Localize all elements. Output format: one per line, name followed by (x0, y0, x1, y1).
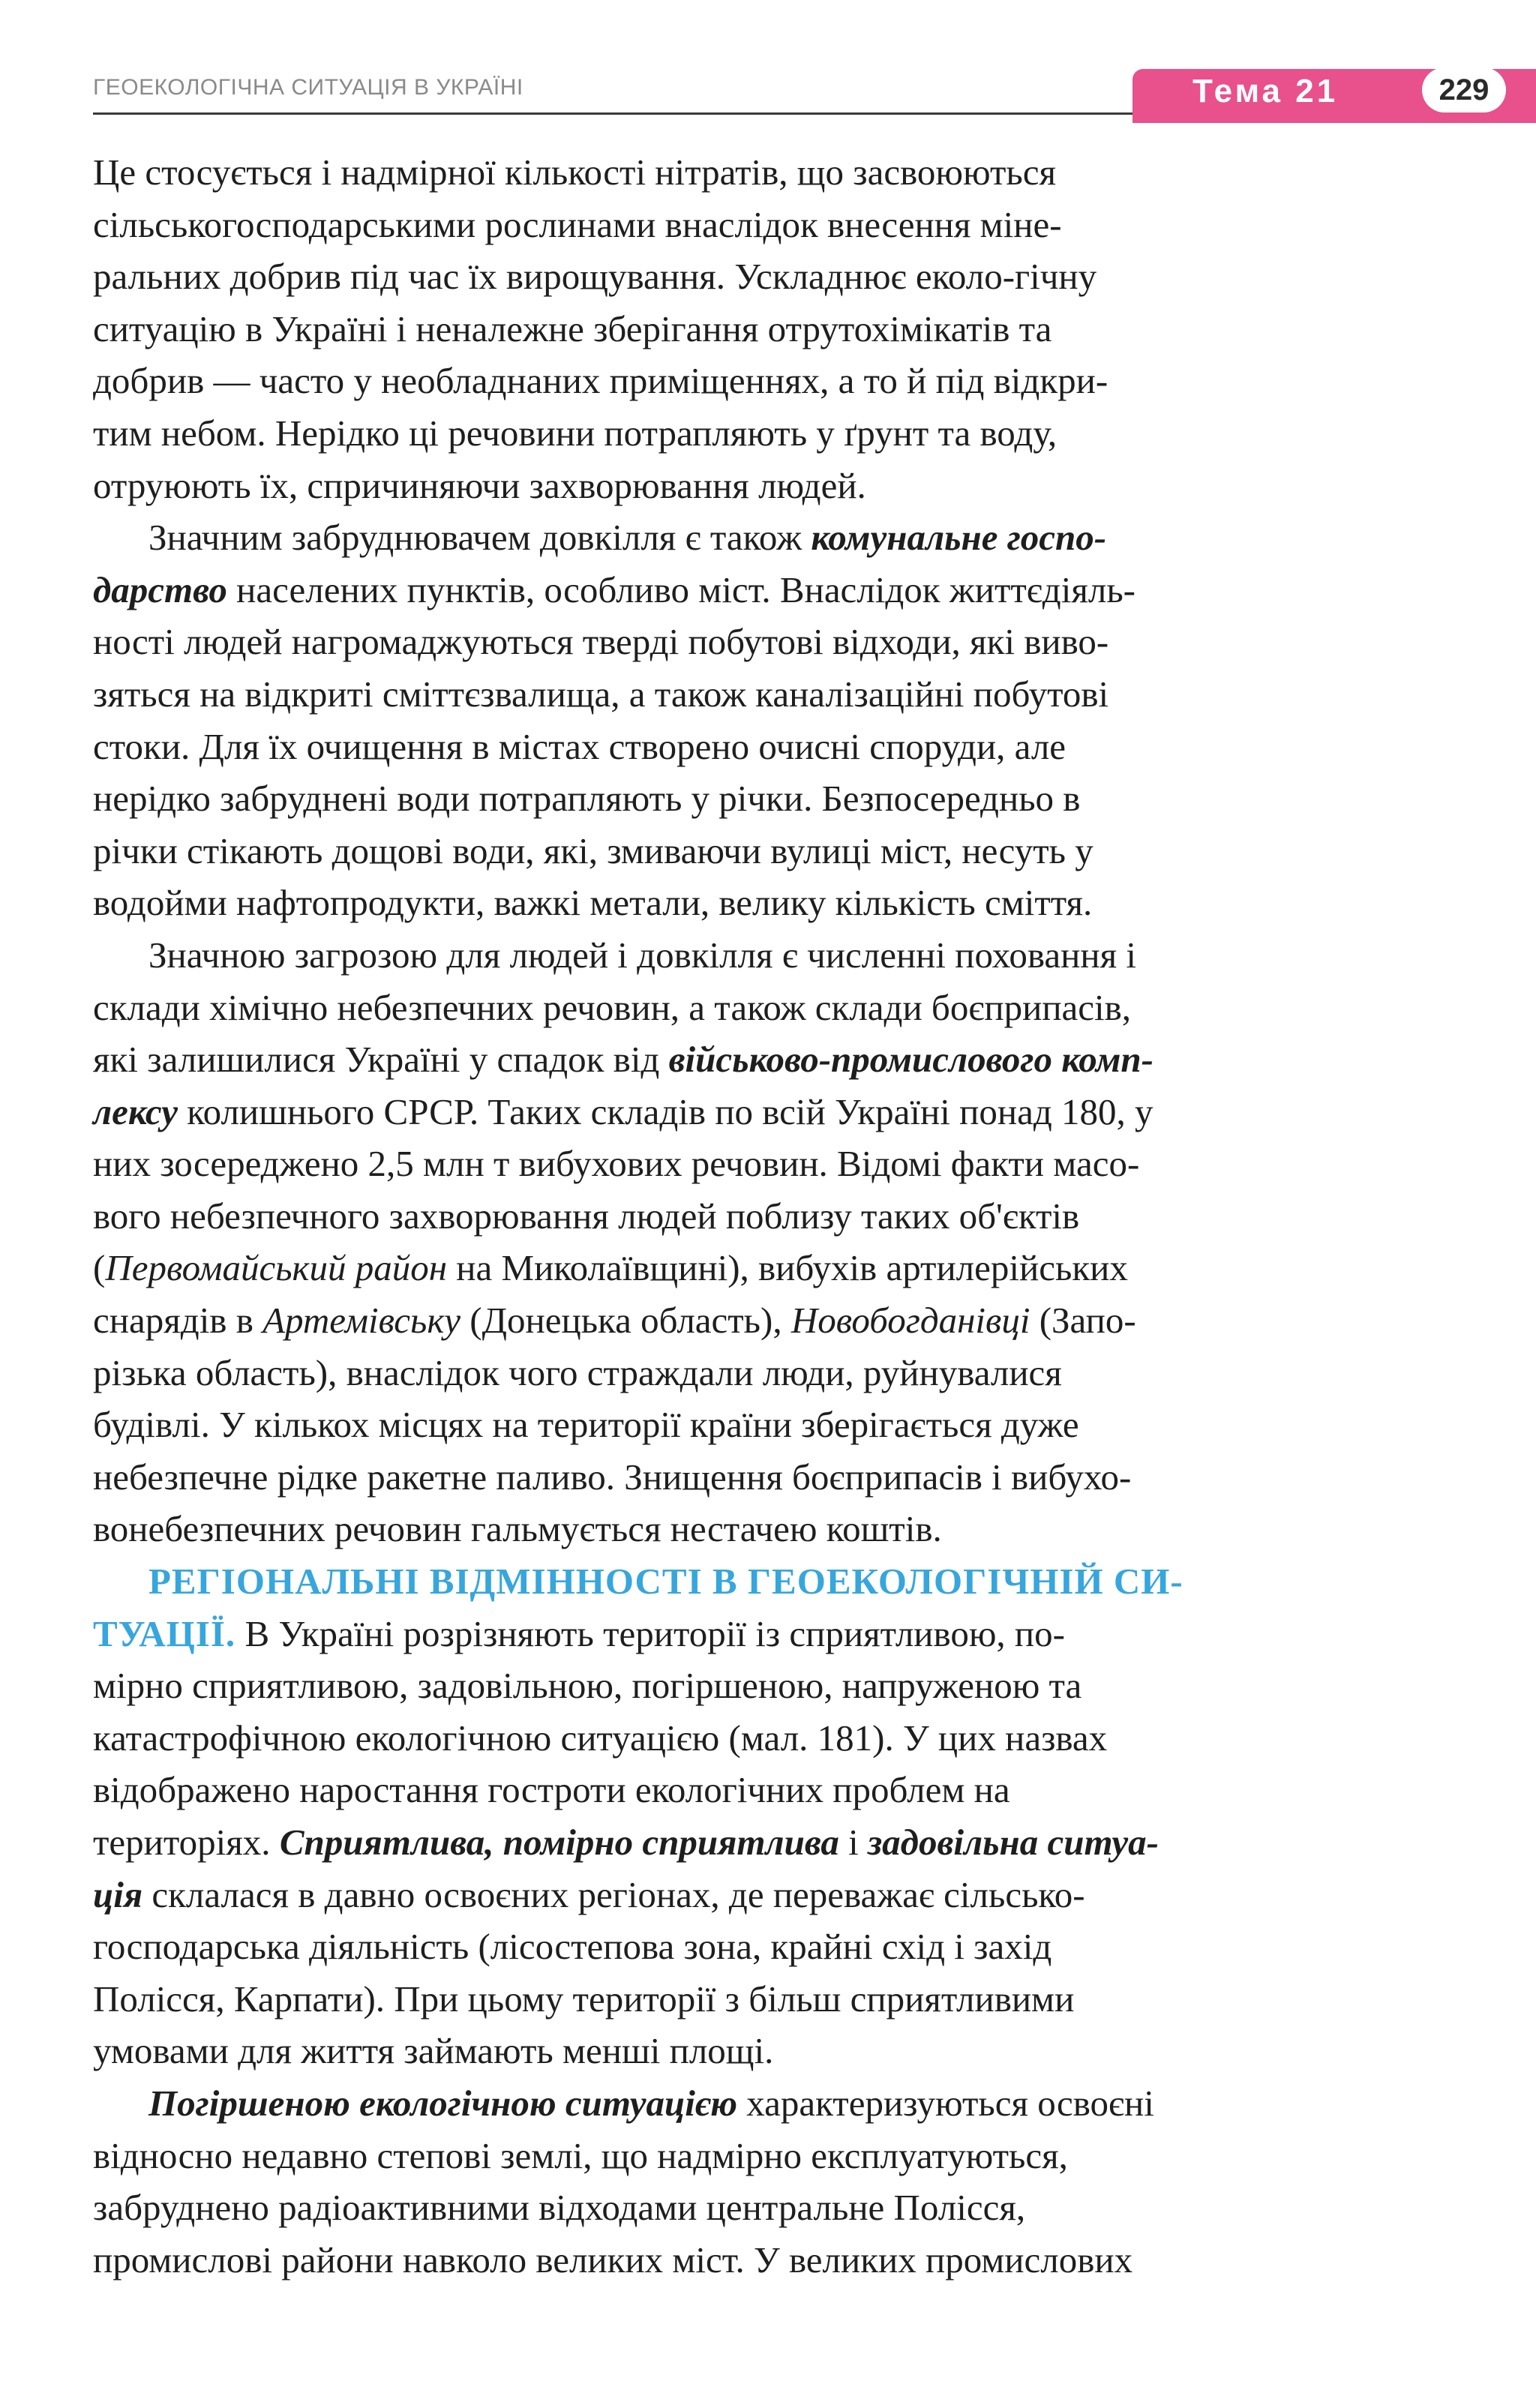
text-line (93, 1660, 1428, 1712)
text-line (93, 460, 1428, 512)
text-run: мірно сприятливою, задовільною, погіршеною, напруженою та (93, 1665, 1082, 1707)
text-run: ральних добрив під час їх вирощування. Ускладнює еколо-гічну (93, 256, 1097, 298)
text-run: водойми нафтопродукти, важкі метали, велику кількість сміття. (93, 882, 1093, 924)
text-run: склади хімічно небезпечних речовин, а також склади боєприпасів, (93, 986, 1132, 1028)
text-run: різька область), внаслідок чого страждали люди, руйнувалися (93, 1351, 1062, 1393)
text-run: Значним забруднювачем довкілля є також (148, 517, 812, 559)
running-header-title: ГЕОЕКОЛОГІЧНА СИТУАЦІЯ В УКРАЇНІ (93, 75, 524, 100)
text-run: тим небом. Нерідко ці речовини потрапляють у ґрунт та воду, (93, 412, 1058, 454)
text-run: них зосереджено 2,5 млн т вибухових речовин. Відомі факти масо- (93, 1143, 1140, 1185)
text-run: ності людей нагромаджуються тверді побутові відходи, які виво- (93, 621, 1109, 663)
emphasis-text: ція (93, 1873, 143, 1915)
text-line (93, 2234, 1428, 2287)
text-line (93, 1242, 1428, 1294)
text-line (93, 1869, 1428, 1921)
text-line (93, 2077, 1428, 2130)
text-line (93, 929, 1428, 982)
text-run: (Донецька область), (460, 1300, 791, 1342)
text-line (93, 1347, 1428, 1399)
topic-label: Тема 21 (1192, 73, 1339, 109)
text-line (93, 355, 1428, 407)
text-run: добрив — часто у необладнаних приміщеннях, а то й під відкри- (93, 360, 1108, 402)
text-run: Полісся, Карпати). При цьому території з більш сприятливими (93, 1978, 1075, 2020)
text-line (93, 1033, 1428, 1086)
text-line (93, 1608, 1428, 1660)
text-run: умовами для життя займають менші площі. (93, 2030, 774, 2072)
text-run: які залишилися Україні у спадок від (93, 1039, 669, 1081)
header-rule (93, 112, 1136, 115)
text-line (93, 199, 1428, 251)
text-run: отруюють їх, спричиняючи захворювання людей. (93, 464, 866, 506)
emphasis-text: військово-промислового комп- (668, 1039, 1154, 1081)
text-run: промислові райони навколо великих міст. У великих промислових (93, 2239, 1133, 2281)
text-run: Значною загрозою для людей і довкілля є численні поховання і (148, 934, 1136, 976)
text-line (93, 146, 1428, 199)
emphasis-text: задовільна ситуа- (868, 1822, 1159, 1863)
text-run: населених пунктів, особливо міст. Внаслідок життєдіяль- (226, 568, 1136, 610)
section-heading-text: ТУАЦІЇ. (93, 1612, 236, 1654)
emphasis-text: Сприятлива, помірно сприятлива (279, 1822, 839, 1863)
text-run: колишнього СРСР. Таких складів по всій Україні понад 180, у (178, 1090, 1154, 1132)
text-run: на Миколаївщині), вибухів артилерійських (447, 1247, 1128, 1289)
text-line (93, 616, 1428, 668)
text-run: характеризуються освоєні (737, 2082, 1154, 2124)
text-line (93, 1712, 1428, 1765)
text-line (93, 1399, 1428, 1451)
text-line (93, 250, 1428, 303)
text-line (93, 721, 1428, 773)
text-line (93, 1973, 1428, 2026)
text-line (93, 2025, 1428, 2077)
text-run: нерідко забруднені води потрапляють у річки. Безпосередньо в (93, 778, 1081, 820)
text-run: річки стікають дощові води, які, змиваючи вулиці міст, несуть у (93, 829, 1094, 871)
text-line (93, 982, 1428, 1034)
emphasis-text: лексу (93, 1090, 178, 1132)
text-run: вого небезпечного захворювання людей поблизу таких об'єктів (93, 1195, 1080, 1237)
emphasis-text: Первомайський район (105, 1247, 448, 1289)
page-number-badge: 229 (1422, 67, 1506, 112)
text-run: відображено наростання гостроти екологічних проблем на (93, 1769, 1010, 1811)
text-run: зяться на відкриті сміттєзвалища, а також каналізаційні побутові (93, 673, 1109, 715)
text-run: господарська діяльність (лісостепова зона, крайні схід і захід (93, 1926, 1052, 1968)
text-line (93, 1294, 1428, 1347)
text-run: вонебезпечних речовин гальмується нестачею коштів. (93, 1508, 942, 1550)
text-line (93, 1451, 1428, 1504)
text-line (93, 1921, 1428, 1973)
text-line (93, 1190, 1428, 1243)
text-run: стоки. Для їх очищення в містах створено очисні споруди, але (93, 725, 1066, 767)
text-run: склалася в давно освоєних регіонах, де переважає сільсько- (142, 1873, 1085, 1915)
body-text (93, 146, 1428, 2286)
text-run: (Запо- (1030, 1300, 1136, 1342)
emphasis-text: Артемівську (262, 1300, 461, 1342)
text-run: В Україні розрізняють території із сприятливою, по- (236, 1612, 1065, 1654)
text-line (93, 1503, 1428, 1555)
text-run: ситуацію в Україні і неналежне зберігання отрутохімікатів та (93, 307, 1052, 349)
text-line (93, 303, 1428, 355)
emphasis-text: Погіршеною екологічною ситуацією (148, 2082, 738, 2124)
emphasis-text: комунальне госпо- (811, 517, 1107, 559)
text-run: катастрофічною екологічною ситуацією (мал. 181). У цих назвах (93, 1717, 1108, 1759)
text-run: снарядів в (93, 1300, 263, 1342)
text-line (93, 511, 1428, 564)
text-line (93, 2130, 1428, 2182)
text-line (93, 1138, 1428, 1190)
text-run: територіях. (93, 1822, 280, 1863)
text-run: забруднено радіоактивними відходами центральне Полісся, (93, 2187, 1026, 2229)
text-line (93, 1555, 1428, 1608)
text-line (93, 407, 1428, 460)
text-line (93, 1086, 1428, 1138)
text-line (93, 564, 1428, 616)
text-line (93, 877, 1428, 929)
text-run: відносно недавно степові землі, що надмірно експлуатуються, (93, 2134, 1068, 2176)
text-run: Це стосується і надмірної кількості нітратів, що засвоюються (93, 151, 1057, 193)
text-line (93, 1816, 1428, 1869)
text-line (93, 668, 1428, 721)
emphasis-text: Новобогданівці (790, 1300, 1030, 1342)
text-line (93, 1764, 1428, 1816)
section-heading-text: РЕГІОНАЛЬНІ ВІДМІННОСТІ В ГЕОЕКОЛОГІЧНІЙ СИ- (148, 1561, 1184, 1603)
text-run: і (838, 1822, 868, 1863)
emphasis-text: дарство (93, 568, 227, 610)
text-run: сільськогосподарськими рослинами внаслідок внесення міне- (93, 203, 1062, 245)
text-line (93, 772, 1428, 825)
text-run: будівлі. У кількох місцях на території країни зберігається дуже (93, 1404, 1079, 1446)
text-line (93, 2182, 1428, 2234)
text-line (93, 825, 1428, 877)
text-run: небезпечне рідке ракетне паливо. Знищення боєприпасів і вибухо- (93, 1456, 1132, 1498)
text-run: ( (93, 1247, 106, 1289)
